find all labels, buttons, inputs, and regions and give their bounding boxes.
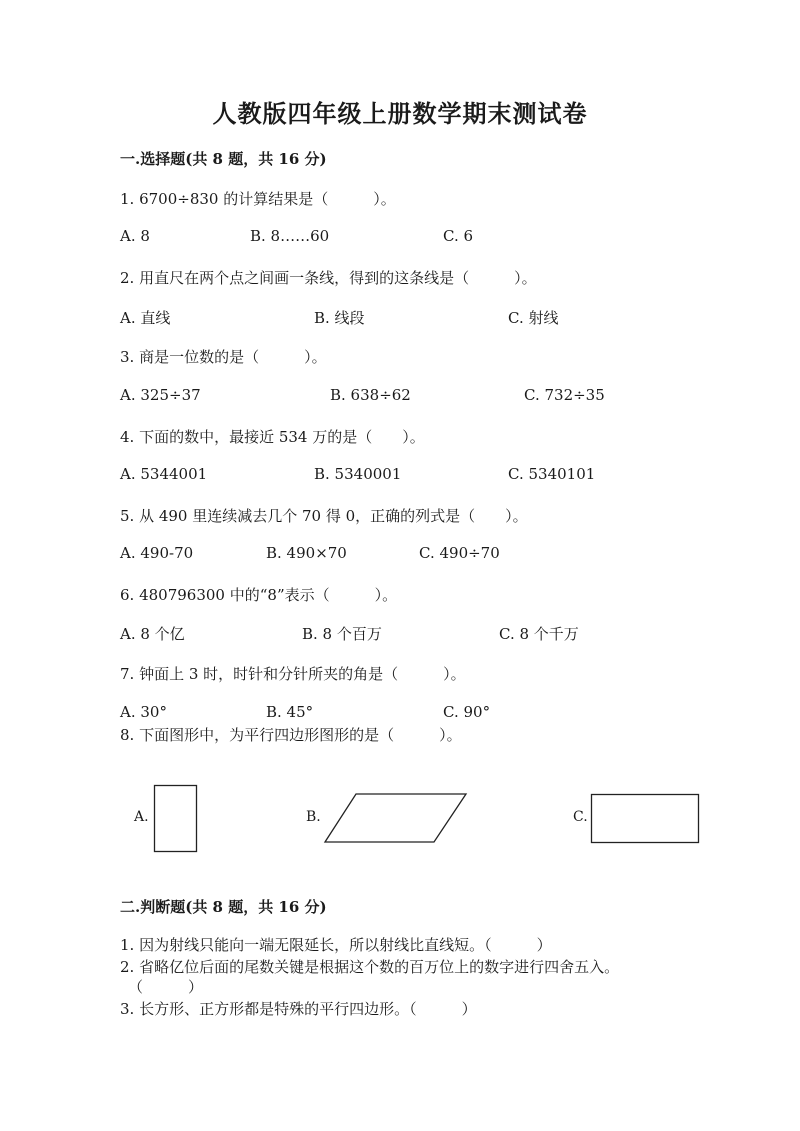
q6-option-c: C. 8 个千万 bbox=[499, 625, 579, 643]
q3-option-b: B. 638÷62 bbox=[330, 386, 411, 404]
tf-question-3: 3. 长方形、正方形都是特殊的平行四边形。（ ） bbox=[120, 1000, 477, 1018]
q4-option-a: A. 5344001 bbox=[120, 465, 208, 483]
q2-option-b: B. 线段 bbox=[314, 309, 365, 327]
question-7: 7. 钟面上 3 时，时针和分针所夹的角是（ ）。 bbox=[120, 665, 466, 683]
q8-option-c: C. bbox=[573, 809, 588, 825]
section-heading-true-false: 二.判断题(共 8 题，共 16 分) bbox=[120, 898, 327, 916]
tf-question-2-blank: （ ） bbox=[128, 978, 204, 996]
question-8: 8. 下面图形中，为平行四边形图形的是（ ）。 bbox=[120, 726, 462, 744]
question-2: 2. 用直尺在两个点之间画一条线，得到的这条线是（ ）。 bbox=[120, 269, 537, 287]
q8-option-b: B. bbox=[306, 809, 321, 825]
question-6: 6. 480796300 中的“8”表示（ ）。 bbox=[120, 586, 398, 604]
question-3: 3. 商是一位数的是（ ）。 bbox=[120, 348, 327, 366]
q3-option-a: A. 325÷37 bbox=[120, 386, 201, 404]
q2-option-a: A. 直线 bbox=[120, 309, 171, 327]
q5-option-a: A. 490-70 bbox=[120, 544, 194, 562]
question-5: 5. 从 490 里连续减去几个 70 得 0，正确的列式是（ ）。 bbox=[120, 507, 528, 525]
q1-option-c: C. 6 bbox=[443, 227, 474, 245]
q1-option-a: A. 8 bbox=[120, 227, 150, 245]
q4-option-b: B. 5340001 bbox=[314, 465, 402, 483]
q4-option-c: C. 5340101 bbox=[508, 465, 596, 483]
question-4: 4. 下面的数中，最接近 534 万的是（ ）。 bbox=[120, 428, 425, 446]
tf-question-2: 2. 省略亿位后面的尾数关键是根据这个数的百万位上的数字进行四舍五入。 bbox=[120, 958, 620, 976]
q5-option-c: C. 490÷70 bbox=[419, 544, 500, 562]
q7-option-a: A. 30° bbox=[120, 703, 167, 721]
section-heading-choice: 一.选择题(共 8 题，共 16 分) bbox=[120, 150, 327, 168]
q3-option-c: C. 732÷35 bbox=[524, 386, 605, 404]
figure-b-parallelogram bbox=[324, 793, 468, 843]
figure-a-tall-rectangle bbox=[154, 785, 198, 853]
q5-option-b: B. 490×70 bbox=[266, 544, 347, 562]
page-title: 人教版四年级上册数学期末测试卷 bbox=[212, 99, 588, 128]
q8-option-a: A. bbox=[134, 809, 149, 825]
q2-option-c: C. 射线 bbox=[508, 309, 559, 327]
q1-option-b: B. 8……60 bbox=[250, 227, 330, 245]
figure-c-wide-rectangle bbox=[591, 794, 700, 844]
q6-option-b: B. 8 个百万 bbox=[302, 625, 382, 643]
tf-question-1: 1. 因为射线只能向一端无限延长，所以射线比直线短。（ ） bbox=[120, 936, 552, 954]
q6-option-a: A. 8 个亿 bbox=[120, 625, 185, 643]
question-1: 1. 6700÷830 的计算结果是（ ）。 bbox=[120, 190, 396, 208]
q7-option-c: C. 90° bbox=[443, 703, 491, 721]
q7-option-b: B. 45° bbox=[266, 703, 314, 721]
